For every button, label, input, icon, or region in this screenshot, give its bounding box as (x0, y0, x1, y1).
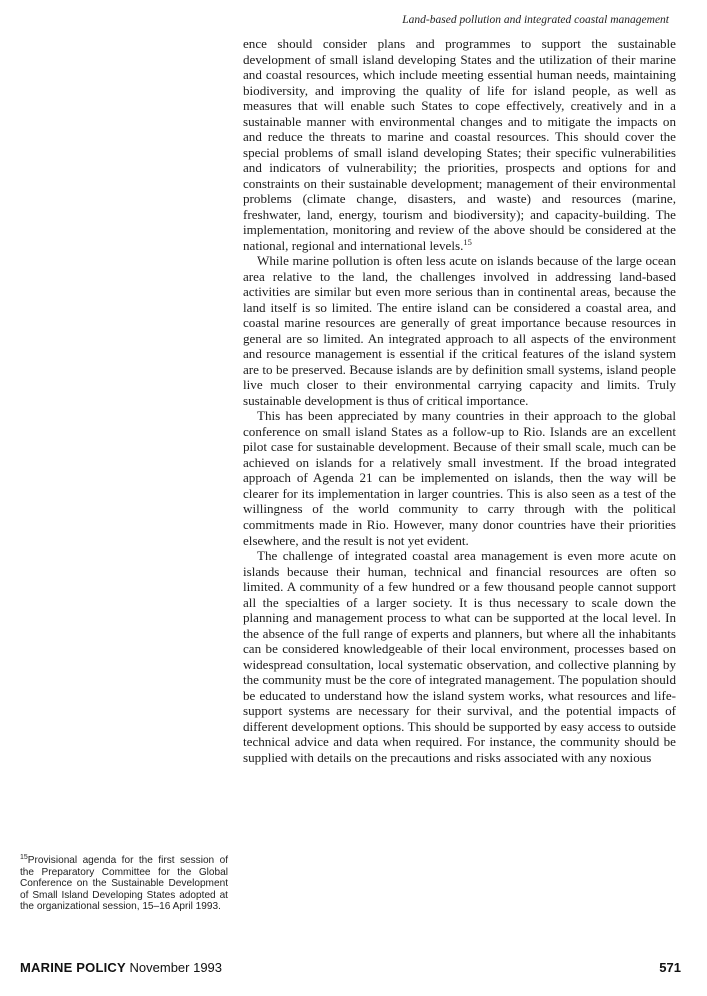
issue-date: November 1993 (129, 960, 223, 975)
main-text-column (243, 36, 676, 765)
running-header: Land-based pollution and integrated coastal management (402, 14, 669, 26)
paragraph-3: This has been appreciated by many countries in their approach to the global conference on small island States as a follow-up to Rio. Islands are an excellent pilot case for sustainable development. Because of their small scale, much can be achieved on islands for a relatively small investment. If the broad integrated approach of Agenda 21 can be implemented on islands, then the way will be clearer for its implementation in larger countries. This is also seen as a test of the willingness of the world community to carry through with the political commitments made in Rio. However, many donor countries have their priorities elsewhere, and the result is not yet evident. (243, 408, 676, 548)
footnote-text: Provisional agenda for the first session of the Preparatory Committee for the Global Conference on the Sustainable Development of Small Island Developing States adopted at the organizational session, 15–16 April 1993. (20, 855, 228, 913)
page-footer (20, 960, 222, 975)
footnote-15 (20, 855, 228, 913)
paragraph-1-text: ence should consider plans and programmes to support the sustainable development of small island developing States and the utilization of their marine and coastal resources, which include meeting essential human needs, maintaining biodiversity, and improving the quality of life for island people, as well as measures that will enable such States to cope effectively, creatively and in a sustainable manner with environmental changes and to mitigate the impacts on and reduce the threats to marine and coastal resources. This should cover the special problems of small island developing States; their specific vulnerabilities and indicators of vulnerability; the priorities, prospects and options for and constraints on their sustainable development; management of their environmental problems (climate change, disasters, and waste) and resources (marine, freshwater, land, energy, tourism and biodiversity); and capacity-building. The implementation, monitoring and review of the above should be considered at the national, regional and international levels. (243, 36, 676, 253)
page-number: 571 (659, 960, 681, 975)
journal-name: MARINE POLICY (20, 960, 126, 975)
paragraph-1 (243, 36, 676, 253)
footnote-number: 15 (20, 854, 28, 861)
footnote-reference-15: 15 (463, 236, 472, 247)
paragraph-2: While marine pollution is often less acute on islands because of the large ocean area relative to the land, the challenges involved in addressing land-based activities are similar but even more serious than in continental areas, because the land itself is so limited. The entire island can be considered a coastal area, and coastal marine resources are generally of great importance because resources in general are so limited. An integrated approach to all aspects of the environment and resource management is essential if the critical features of the island system are to be preserved. Because islands are by definition small systems, island people live much closer to their environmental carrying capacity and limits. Truly sustainable development is thus of critical importance. (243, 253, 676, 408)
paragraph-4: The challenge of integrated coastal area management is even more acute on islands because their human, technical and financial resources are often so limited. A community of a few hundred or a few thousand people cannot support all the specialties of a larger society. It is thus necessary to scale down the planning and management process to what can be supported at the local level. In the absence of the full range of experts and planners, but where all the inhabitants can be considered knowledgeable of their local environment, processes based on widespread consultation, local systematic observation, and collective planning by the community must be the core of integrated management. The population should be educated to understand how the island system works, what resources and life-support systems are necessary for their survival, and the potential impacts of different development options. This should be supported by easy access to outside technical advice and data when required. For instance, the community should be supplied with details on the precautions and risks associated with any noxious (243, 548, 676, 765)
